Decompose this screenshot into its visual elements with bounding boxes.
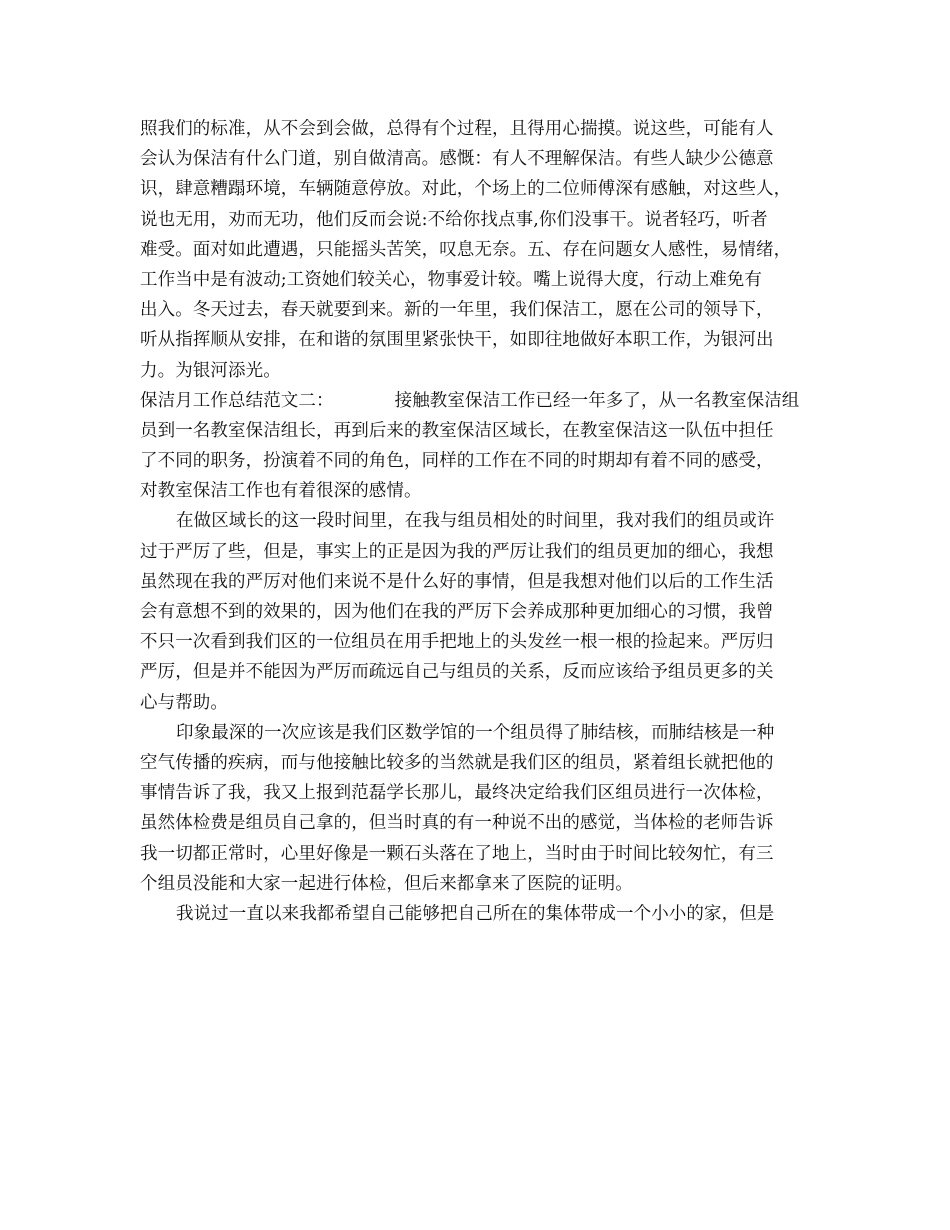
heading-line: [140, 386, 830, 416]
text-line: 听从指挥顺从安排，在和谐的氛围里紧张快干，如即往地做好本职工作，为银河出: [140, 330, 774, 351]
text-line: 对教室保洁工作也有着很深的感情。: [140, 481, 422, 502]
text-line: 说也无用，劝而无功，他们反而会说:不给你找点事,你们没事干。说者轻巧，听者: [140, 209, 768, 230]
text-line: 心与帮助。: [140, 692, 228, 713]
text-line: 我说过一直以来我都希望自己能够把自己所在的集体带成一个小小的家，但是: [176, 903, 775, 924]
text-line: 员到一名教室保洁组长，再到后来的教室保洁区域长，在教室保洁这一队伍中担任: [140, 420, 774, 441]
text-line: 虽然现在我的严厉对他们来说不是什么好的事情，但是我想对他们以后的工作生活: [140, 571, 774, 592]
text-line: 照我们的标准，从不会到会做，总得有个过程，且得用心揣摸。说这些，可能有人: [140, 119, 774, 139]
text-line: 严厉，但是并不能因为严厉而疏远自己与组员的关系，反而应该给予组员更多的关: [140, 662, 774, 683]
text-line: 不只一次看到我们区的一位组员在用手把地上的头发丝一根一根的捡起来。严厉归: [140, 632, 774, 653]
text-line: 了不同的职务，扮演着不同的角色，同样的工作在不同的时期却有着不同的感受，: [140, 451, 774, 472]
text-line: 识，肆意糟蹋环境，车辆随意停放。对此，个场上的二位师傅深有感触，对这些人，: [140, 179, 792, 200]
text-line: 出入。冬天过去，春天就要到来。新的一年里，我们保洁工，愿在公司的领导下，: [140, 300, 774, 321]
text-line: 个组员没能和大家一起进行体检，但后来都拿来了医院的证明。: [140, 873, 633, 894]
text-line: 会有意想不到的效果的，因为他们在我的严厉下会养成那种更加细心的习惯，我曾: [140, 602, 774, 622]
text-line: 事情告诉了我，我又上报到范磊学长那儿，最终决定给我们区组员进行一次体检，: [140, 783, 774, 804]
heading-continuation: 接触教室保洁工作已经一年多了，从一名教室保洁组: [394, 390, 800, 411]
text-line: 印象最深的一次应该是我们区数学馆的一个组员得了肺结核，而肺结核是一种: [176, 722, 775, 743]
text-line: 虽然体检费是组员自己拿的，但当时真的有一种说不出的感觉，当体检的老师告诉: [140, 813, 774, 834]
text-line: 力。为银河添光。: [140, 360, 281, 381]
text-line: 过于严厉了些，但是，事实上的正是因为我的严厉让我们的组员更加的细心，我想: [140, 541, 774, 562]
text-line: 会认为保洁有什么门道，别自做清高。感慨：有人不理解保洁。有些人缺少公德意: [140, 149, 774, 170]
document-page: [140, 114, 830, 929]
section-1: [140, 114, 830, 386]
text-line: 我一切都正常时，心里好像是一颗石头落在了地上，当时由于时间比较匆忙，有三: [140, 843, 774, 864]
section-heading: 保洁月工作总结范文二：: [140, 390, 334, 411]
text-line: 空气传播的疾病，而与他接触比较多的当然就是我们区的组员，紧着组长就把他的: [140, 752, 774, 773]
paragraph-3: [140, 506, 830, 717]
text-line: 工作当中是有波动;工资她们较关心，物事爱计较。嘴上说得大度，行动上难免有: [140, 269, 762, 290]
text-line: 难受。面对如此遭遇，只能摇头苦笑，叹息无奈。五、存在问题女人感性，易情绪，: [140, 239, 792, 260]
section-2: [140, 386, 830, 507]
text-line: 在做区域长的这一段时间里，在我与组员相处的时间里，我对我们的组员或许: [176, 511, 775, 532]
paragraph-5: [140, 899, 830, 929]
paragraph-4: [140, 718, 830, 899]
